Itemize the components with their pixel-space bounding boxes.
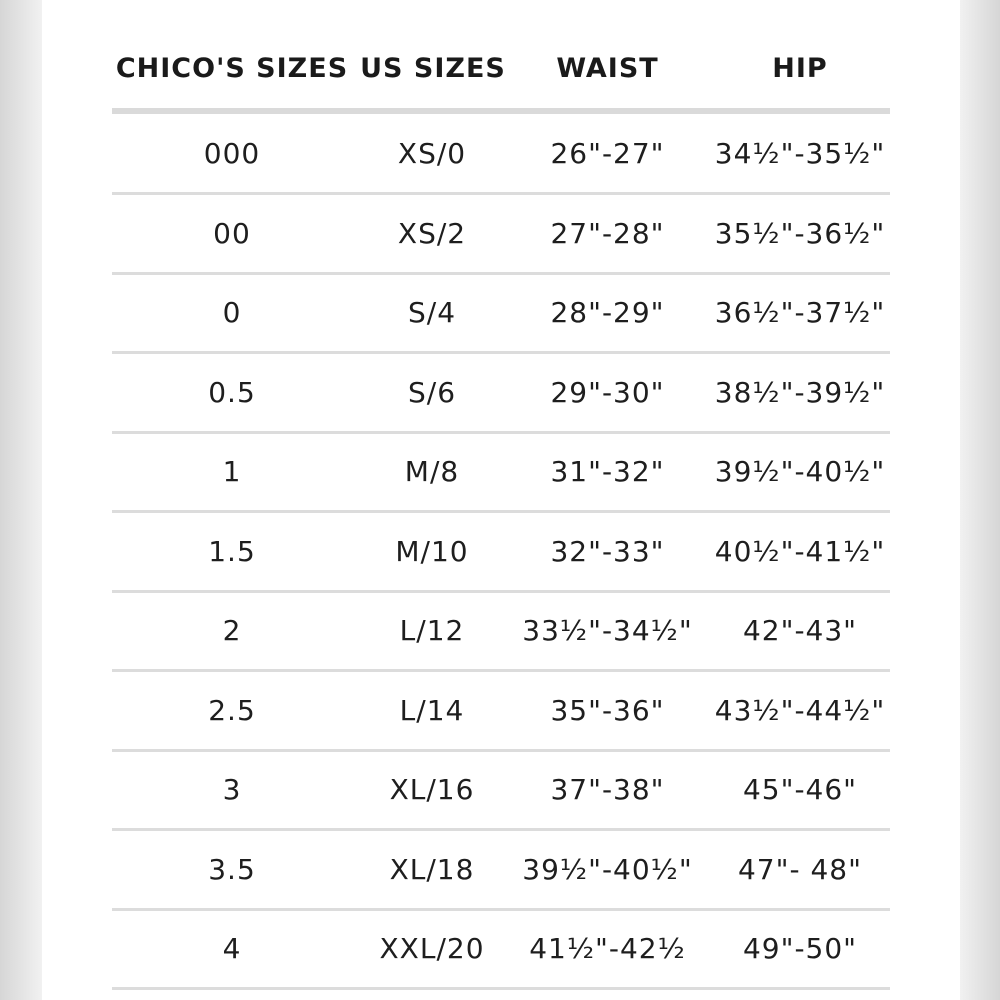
cell-us-size: L/14 [399, 693, 465, 727]
cell-chicos-size: 4 [222, 932, 242, 965]
cell-us-size: S/6 [407, 375, 457, 409]
cell-us-size: XXL/20 [379, 932, 485, 965]
header-chicos-sizes: CHICO'S SIZES [115, 53, 349, 84]
table-row [0, 114, 1000, 194]
cell-waist: 28"-29" [550, 296, 665, 329]
cell-hip: 45"-46" [742, 773, 858, 806]
cell-chicos-size: 2 [222, 614, 242, 647]
cell-waist: 37"-38" [550, 773, 665, 806]
table-row [0, 909, 1000, 989]
cell-us-size: XL/18 [389, 852, 475, 886]
cell-chicos-size: 0 [222, 296, 242, 329]
table-header-row [0, 48, 1000, 90]
cell-us-size: M/8 [404, 455, 460, 488]
cell-waist: 27"-28" [550, 216, 665, 250]
cell-hip: 35½"-36½" [714, 216, 886, 250]
cell-us-size: XL/16 [389, 773, 475, 806]
cell-chicos-size: 0.5 [208, 375, 256, 409]
table-row [0, 353, 1000, 433]
cell-hip: 47"- 48" [737, 852, 863, 886]
cell-hip: 43½"-44½" [714, 693, 886, 727]
cell-chicos-size: 2.5 [208, 693, 256, 727]
cell-hip: 36½"-37½" [714, 296, 886, 329]
cell-chicos-size: 00 [213, 216, 251, 250]
cell-chicos-size: 1 [222, 455, 242, 488]
table-row [0, 671, 1000, 751]
cell-chicos-size: 3 [222, 773, 242, 806]
cell-waist: 32"-33" [550, 534, 665, 568]
cell-waist: 29"-30" [550, 375, 665, 409]
cell-waist: 33½"-34½" [522, 614, 693, 647]
table-row [0, 273, 1000, 353]
cell-waist: 31"-32" [550, 455, 665, 488]
cell-us-size: XS/2 [397, 216, 467, 250]
cell-us-size: M/10 [395, 534, 469, 568]
table-row [0, 194, 1000, 274]
table-row [0, 432, 1000, 512]
cell-chicos-size: 3.5 [208, 852, 256, 886]
cell-us-size: L/12 [399, 614, 465, 647]
cell-waist: 41½"-42½ [529, 932, 686, 965]
table-row [0, 512, 1000, 592]
cell-hip: 49"-50" [742, 932, 858, 965]
cell-waist: 26"-27" [550, 137, 665, 170]
cell-chicos-size: 1.5 [208, 534, 256, 568]
cell-hip: 42"-43" [742, 614, 858, 647]
table-row [0, 830, 1000, 910]
cell-hip: 38½"-39½" [714, 375, 886, 409]
table-row [0, 750, 1000, 830]
cell-waist: 35"-36" [550, 693, 665, 727]
header-hip: HIP [772, 53, 828, 84]
cell-waist: 39½"-40½" [522, 852, 693, 886]
cell-hip: 40½"-41½" [714, 534, 886, 568]
cell-chicos-size: 000 [203, 137, 261, 170]
cell-us-size: S/4 [407, 296, 457, 329]
header-us-sizes: US SIZES [360, 53, 506, 84]
header-waist: WAIST [556, 53, 659, 84]
cell-hip: 39½"-40½" [714, 455, 886, 488]
row-divider [112, 987, 890, 990]
table-row [0, 591, 1000, 671]
cell-hip: 34½"-35½" [714, 137, 886, 170]
cell-us-size: XS/0 [397, 137, 467, 170]
